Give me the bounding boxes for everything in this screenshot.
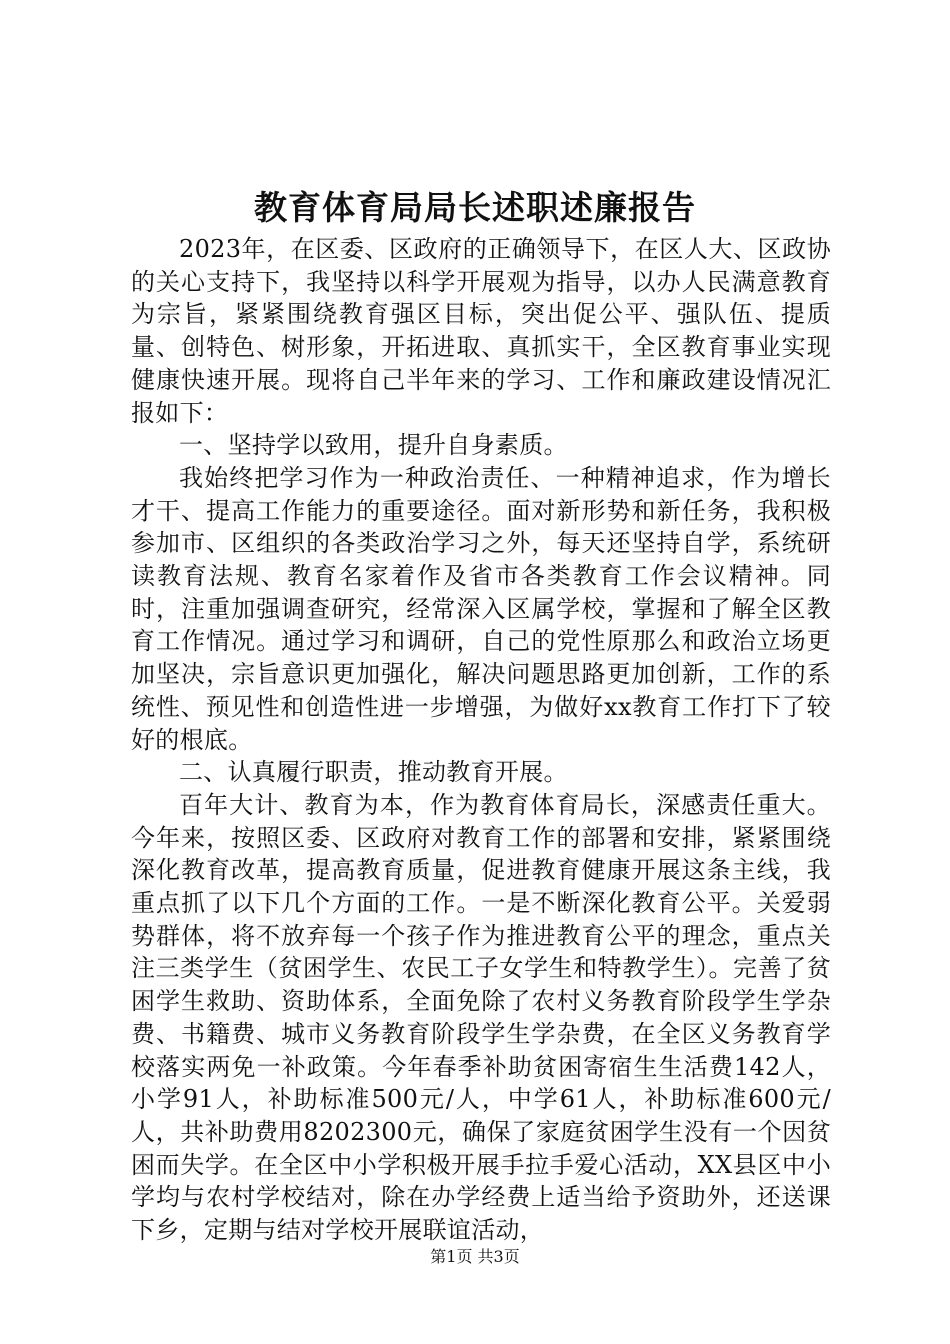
paragraph-intro: 2023年，在区委、区政府的正确领导下，在区人大、区政协的关心支持下，我坚持以科学开展观为指导，以办人民满意教育为宗旨，紧紧围绕教育强区目标，突出促公平、强队伍、提质量、创特色、树形象，开拓进取、真抓实干，全区教育事业实现健康快速开展。现将自己半年来的学习、工作和廉政建设情况汇报如下： [131,235,831,427]
page-number-footer: 第1页 共3页 [430,1247,520,1266]
document-title: 教育体育局局长述职述廉报告 [254,188,696,227]
section-heading-1: 一、坚持学以致用，提升自身素质。 [179,431,568,460]
document-body [131,233,831,1247]
paragraph-study: 我始终把学习作为一种政治责任、一种精神追求，作为增长才干、提高工作能力的重要途径。面对新形势和新任务，我积极参加市、区组织的各类政治学习之外，每天还坚持自学，系统研读教育法规、教育名家着作及省市各类教育工作会议精神。同时，注重加强调查研究，经常深入区属学校，掌握和了解全区教育工作情况。通过学习和调研，自己的党性原那么和政治立场更加坚决，宗旨意识更加强化，解决问题思路更加创新，工作的系统性、预见性和创造性进一步增强，为做好xx教育工作打下了较好的根底。 [131,463,831,754]
section-heading-2: 二、认真履行职责，推动教育开展。 [179,758,568,787]
paragraph-duties: 百年大计、教育为本，作为教育体育局长，深感责任重大。今年来，按照区委、区政府对教育工作的部署和安排，紧紧围绕深化教育改革，提高教育质量，促进教育健康开展这条主线，我重点抓了以下几个方面的工作。一是不断深化教育公平。关爱弱势群体，将不放弃每一个孩子作为推进教育公平的理念，重点关注三类学生（贫困学生、农民工子女学生和特教学生）。完善了贫困学生救助、资助体系，全面免除了农村义务教育阶段学生学杂费、书籍费、城市义务教育阶段学生学杂费，在全区义务教育学校落实两免一补政策。今年春季补助贫困寄宿生生活费142人，小学91人，补助标准500元/人，中学61人，补助标准600元/人，共补助费用8202300元，确保了家庭贫困学生没有一个因贫困而失学。在全区中小学积极开展手拉手爱心活动，XX县区中小学均与农村学校结对，除在办学经费上适当给予资助外，还送课下乡，定期与结对学校开展联谊活动， [131,790,831,1245]
